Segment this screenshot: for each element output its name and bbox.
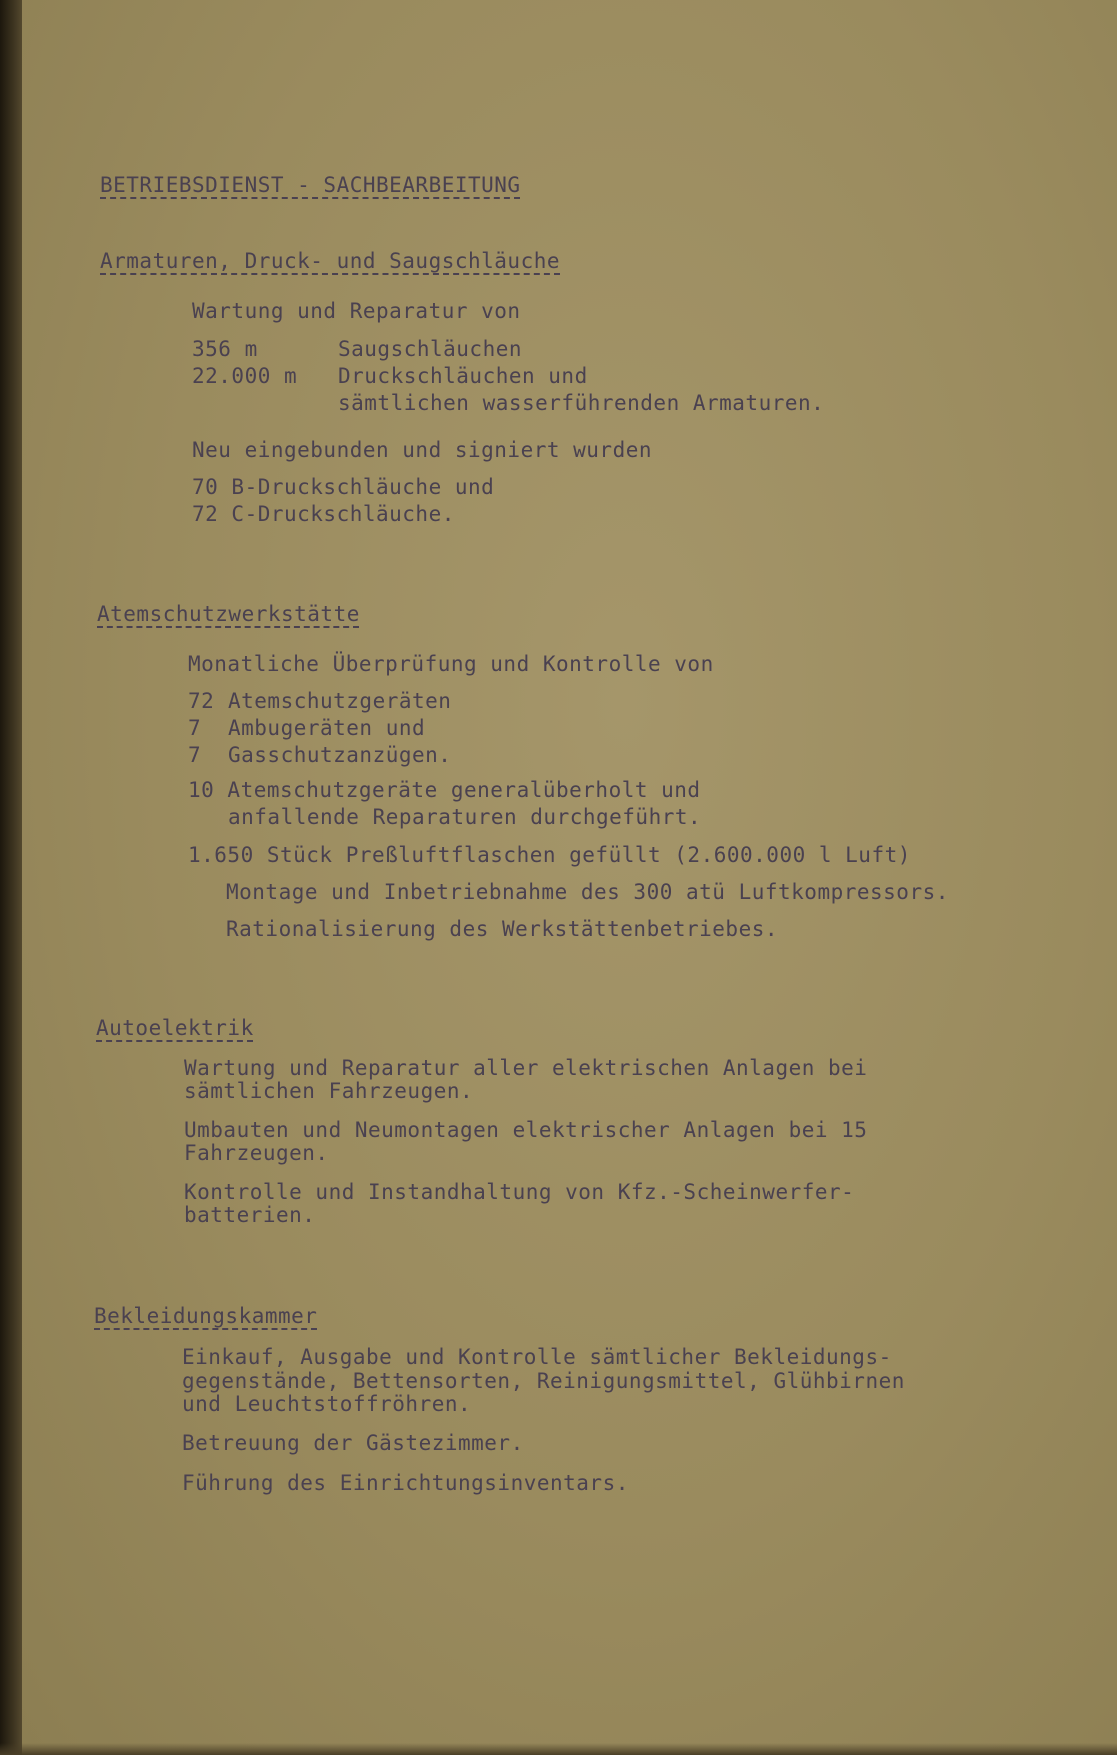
atemschutz-para-1b: anfallende Reparaturen durchgeführt.: [228, 805, 702, 829]
document-title: BETRIEBSDIENST - SACHBEARBEITUNG: [100, 173, 521, 197]
page-bottom-edge: [0, 1743, 1117, 1755]
atemschutz-item-2: Ambugeräten und: [228, 716, 426, 740]
atemschutz-qty-2: 7: [188, 716, 202, 740]
armaturen-intro: Wartung und Reparatur von: [192, 299, 521, 323]
atemschutz-para-1a: 10 Atemschutzgeräte generalüberholt und: [188, 778, 701, 802]
bekleidung-para-2: Betreuung der Gästezimmer.: [182, 1431, 524, 1455]
atemschutz-item-1: Atemschutzgeräten: [228, 689, 452, 713]
bekleidung-para-3: Führung des Einrichtungsinventars.: [182, 1471, 629, 1495]
armaturen-line-3a: 70 B-Druckschläuche und: [192, 475, 495, 499]
section-heading-bekleidung: Bekleidungskammer: [94, 1304, 318, 1328]
armaturen-line-2: Neu eingebunden und signiert wurden: [192, 438, 653, 462]
bekleidung-para-1a: Einkauf, Ausgabe und Kontrolle sämtlicher Bekleidungs-: [182, 1345, 892, 1369]
atemschutz-intro: Monatliche Überprüfung und Kontrolle von: [188, 652, 714, 676]
armaturen-qty-1: 356 m: [192, 337, 258, 361]
autoelektrik-para-3b: batterien.: [184, 1203, 316, 1227]
bekleidung-para-1c: und Leuchtstoffröhren.: [182, 1392, 472, 1416]
armaturen-item-1: Saugschläuchen: [338, 337, 523, 361]
atemschutz-para-3: Montage und Inbetriebnahme des 300 atü Luftkompressors.: [226, 880, 949, 904]
autoelektrik-para-2b: Fahrzeugen.: [184, 1141, 329, 1165]
autoelektrik-para-3a: Kontrolle und Instandhaltung von Kfz.-Scheinwerfer-: [184, 1180, 855, 1204]
atemschutz-para-4: Rationalisierung des Werkstättenbetriebes.: [226, 917, 779, 941]
section-heading-atemschutz: Atemschutzwerkstätte: [97, 602, 360, 626]
autoelektrik-para-1a: Wartung und Reparatur aller elektrischen Anlagen bei: [184, 1056, 868, 1080]
bekleidung-para-1b: gegenstände, Bettensorten, Reinigungsmittel, Glühbirnen: [182, 1369, 905, 1393]
atemschutz-para-2: 1.650 Stück Preßluftflaschen gefüllt (2.600.000 l Luft): [188, 843, 911, 867]
atemschutz-item-3: Gasschutzanzügen.: [228, 743, 452, 767]
atemschutz-qty-3: 7: [188, 743, 202, 767]
armaturen-item-2: Druckschläuchen und: [338, 364, 588, 388]
section-heading-autoelektrik: Autoelektrik: [96, 1016, 254, 1040]
armaturen-item-3: sämtlichen wasserführenden Armaturen.: [338, 391, 825, 415]
armaturen-qty-2: 22.000 m: [192, 364, 298, 388]
armaturen-line-3b: 72 C-Druckschläuche.: [192, 502, 455, 526]
atemschutz-qty-1: 72: [188, 689, 215, 713]
autoelektrik-para-2a: Umbauten und Neumontagen elektrischer Anlagen bei 15: [184, 1118, 868, 1142]
autoelektrik-para-1b: sämtlichen Fahrzeugen.: [184, 1079, 474, 1103]
section-heading-armaturen: Armaturen, Druck- und Saugschläuche: [100, 249, 561, 273]
